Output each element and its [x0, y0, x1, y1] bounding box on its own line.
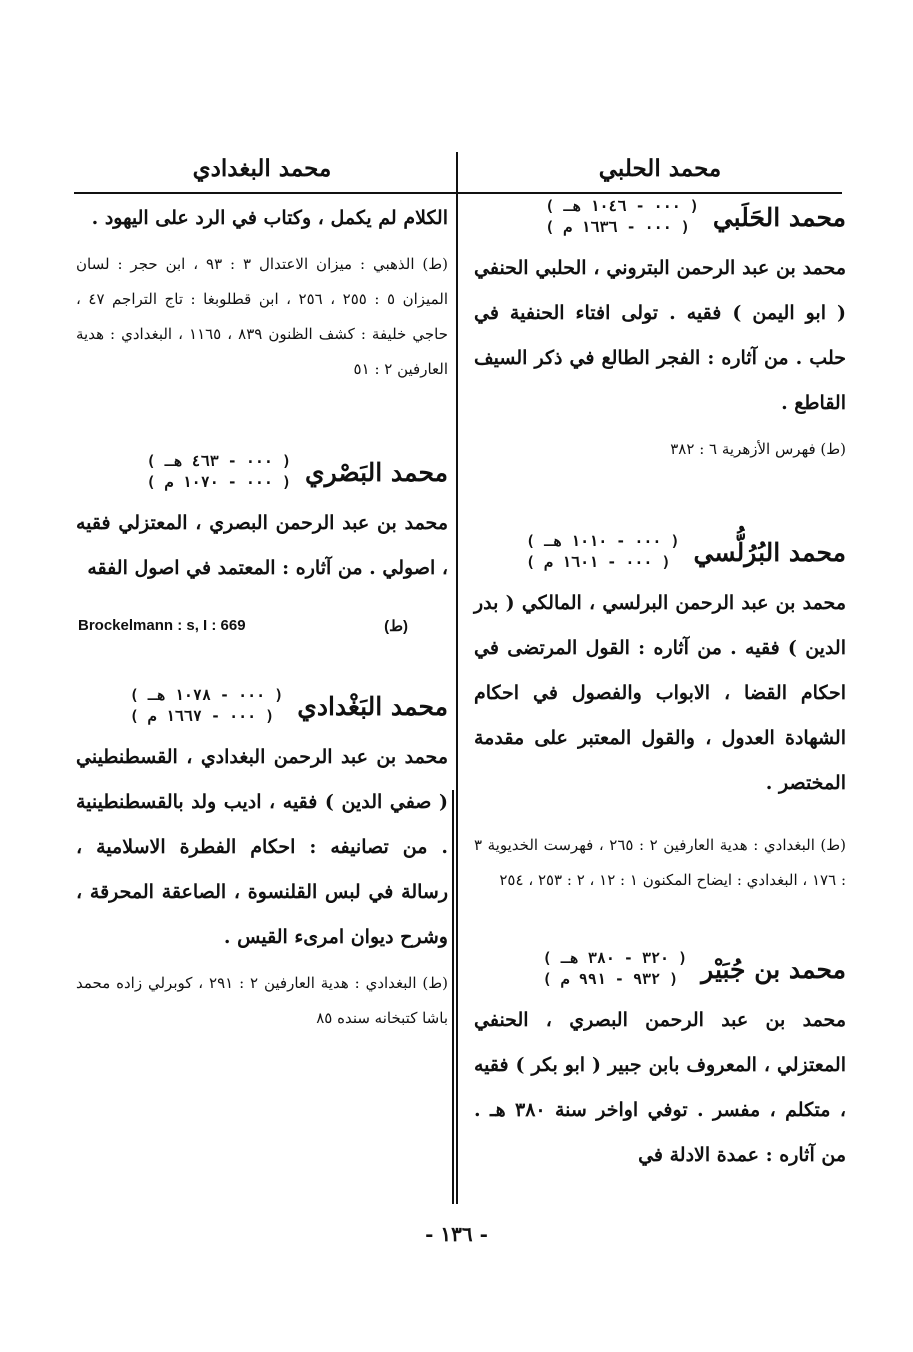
entry-dates [545, 196, 699, 238]
column-divider-lower [452, 790, 454, 1204]
source-mark: (ط) [384, 618, 408, 635]
date-gregorian: ( ٩٣٢ - ٩٩١ م ) [542, 970, 679, 988]
left-column [76, 148, 448, 1036]
date-hijri: ( ٠٠٠ - ١٠١٠ هـ ) [526, 532, 680, 550]
spacer [76, 387, 448, 445]
entry-body: محمد بن عبد الرحمن البصري ، الحنفي المعتزلي ، المعروف بابن جبير ( ابو بكر ) فقيه ، متكلم ، مفسر . توفي اواخر سنة ٣٨٠ هـ . من آثاره : عمدة الادلة في [474, 1009, 846, 1166]
entry-continuation [76, 196, 448, 387]
entry-name: محمد البَغْدادي [297, 691, 448, 721]
spacer [76, 635, 448, 679]
entry-dates [147, 451, 292, 493]
entry-body: محمد بن عبد الرحمن البصري ، المعتزلي فقيه ، اصولي . من آثاره : المعتمد في اصول الفقه [76, 512, 448, 579]
entry-head [474, 948, 846, 990]
entry-name: محمد بن جُبَيْر [701, 954, 846, 984]
source-reference: Brockelmann : s, I : 669 [78, 617, 246, 634]
page-number: - ١٣٦ - [425, 1222, 488, 1246]
date-gregorian: ( ٠٠٠ - ١٦٦٧ م ) [129, 707, 275, 725]
date-hijri: ( ٠٠٠ - ٤٦٣ هـ ) [146, 452, 292, 470]
date-gregorian: ( ٠٠٠ - ١٦٣٦ م ) [545, 218, 690, 236]
left-running-title: محمد البغدادي [192, 155, 332, 182]
entry-head [76, 685, 448, 727]
date-hijri: ( ٠٠٠ - ١٠٤٦ هـ ) [545, 197, 699, 215]
entry-name: محمد الحَلَبي [712, 202, 846, 232]
entry-halabi [474, 196, 846, 467]
entry-head [474, 531, 846, 573]
entry-sources: (ط) فهرس الأزهرية ٦ : ٣٨٢ [670, 440, 846, 458]
date-hijri: ( ٠٠٠ - ١٠٧٨ هـ ) [129, 686, 284, 704]
entry-head [76, 451, 448, 493]
right-running-title: محمد الحلبي [598, 155, 722, 182]
entry-basri [76, 451, 448, 635]
entry-name: محمد البُرُلُّسي [693, 537, 846, 567]
entry-body: الكلام لم يكمل ، وكتاب في الرد على اليهود . [91, 207, 448, 229]
entry-body: محمد بن عبد الرحمن البغدادي ، القسطنطيني ( صفي الدين ) فقيه ، اديب ولد بالقسطنطينية . من تصانيفه : احكام الفطرة الاسلامية ، رسالة في لبس القلنسوة ، الصاعقة المحرقة ، وشرح ديوان امرىء القيس . [76, 746, 448, 948]
entry-sources: (ط) البغدادي : هدية العارفين ٢ : ٢٦٥ ، فهرست الخديوية ٣ : ١٧٦ ، البغدادي : ايضاح المكنون ١ : ١٢ ، ٢ : ٢٥٣ ، ٢٥٤ [474, 836, 847, 889]
right-column [474, 148, 846, 1178]
spacer [474, 898, 846, 942]
entry-dates [130, 685, 284, 727]
entry-body: محمد بن عبد الرحمن البرلسي ، المالكي ( بدر الدين ) فقيه . من آثاره : القول المرتضى في احكام القضا ، الابواب والفصول في احكام الشهادة العدول ، والقول المعتبر على مقدمة المختصر . [474, 592, 846, 794]
column-divider [456, 152, 458, 1204]
entry-head [474, 196, 846, 238]
entry-sources: (ط) البغدادي : هدية العارفين ٢ : ٢٩١ ، كوبرلي زاده محمد باشا كتبخانه سنده ٨٥ [76, 974, 448, 1027]
entry-body: محمد بن عبد الرحمن البتروني ، الحلبي الحنفي ( ابو اليمن ) فقيه . تولى افتاء الحنفية في حلب . من آثاره : الفجر الطالع في ذكر السيف القاطع . [474, 257, 846, 414]
entry-dates [526, 531, 680, 573]
entry-dates [543, 948, 688, 990]
entry-baghdadi [76, 685, 448, 1036]
entry-sources: (ط) الذهبي : ميزان الاعتدال ٣ : ٩٣ ، ابن حجر : لسان الميزان ٥ : ٢٥٥ ، ٢٥٦ ، ابن قطلوبغا : تاج التراجم ٤٧ ، حاجي خليفة : كشف الظنون ٨٣٩ ، ١١٦٥ ، البغدادي : هدية العارفين ٢ : ٥١ [76, 255, 449, 378]
date-gregorian: ( ٠٠٠ - ١٠٧٠ م ) [146, 473, 292, 491]
entry-ibn-jubayr [474, 948, 846, 1178]
entry-burullusi [474, 531, 846, 898]
date-gregorian: ( ٠٠٠ - ١٦٠١ م ) [526, 553, 671, 571]
spacer [474, 467, 846, 525]
entry-sources-latin [78, 617, 408, 635]
entry-name: محمد البَصْري [305, 457, 448, 487]
date-hijri: ( ٣٢٠ - ٣٨٠ هـ ) [542, 949, 688, 967]
